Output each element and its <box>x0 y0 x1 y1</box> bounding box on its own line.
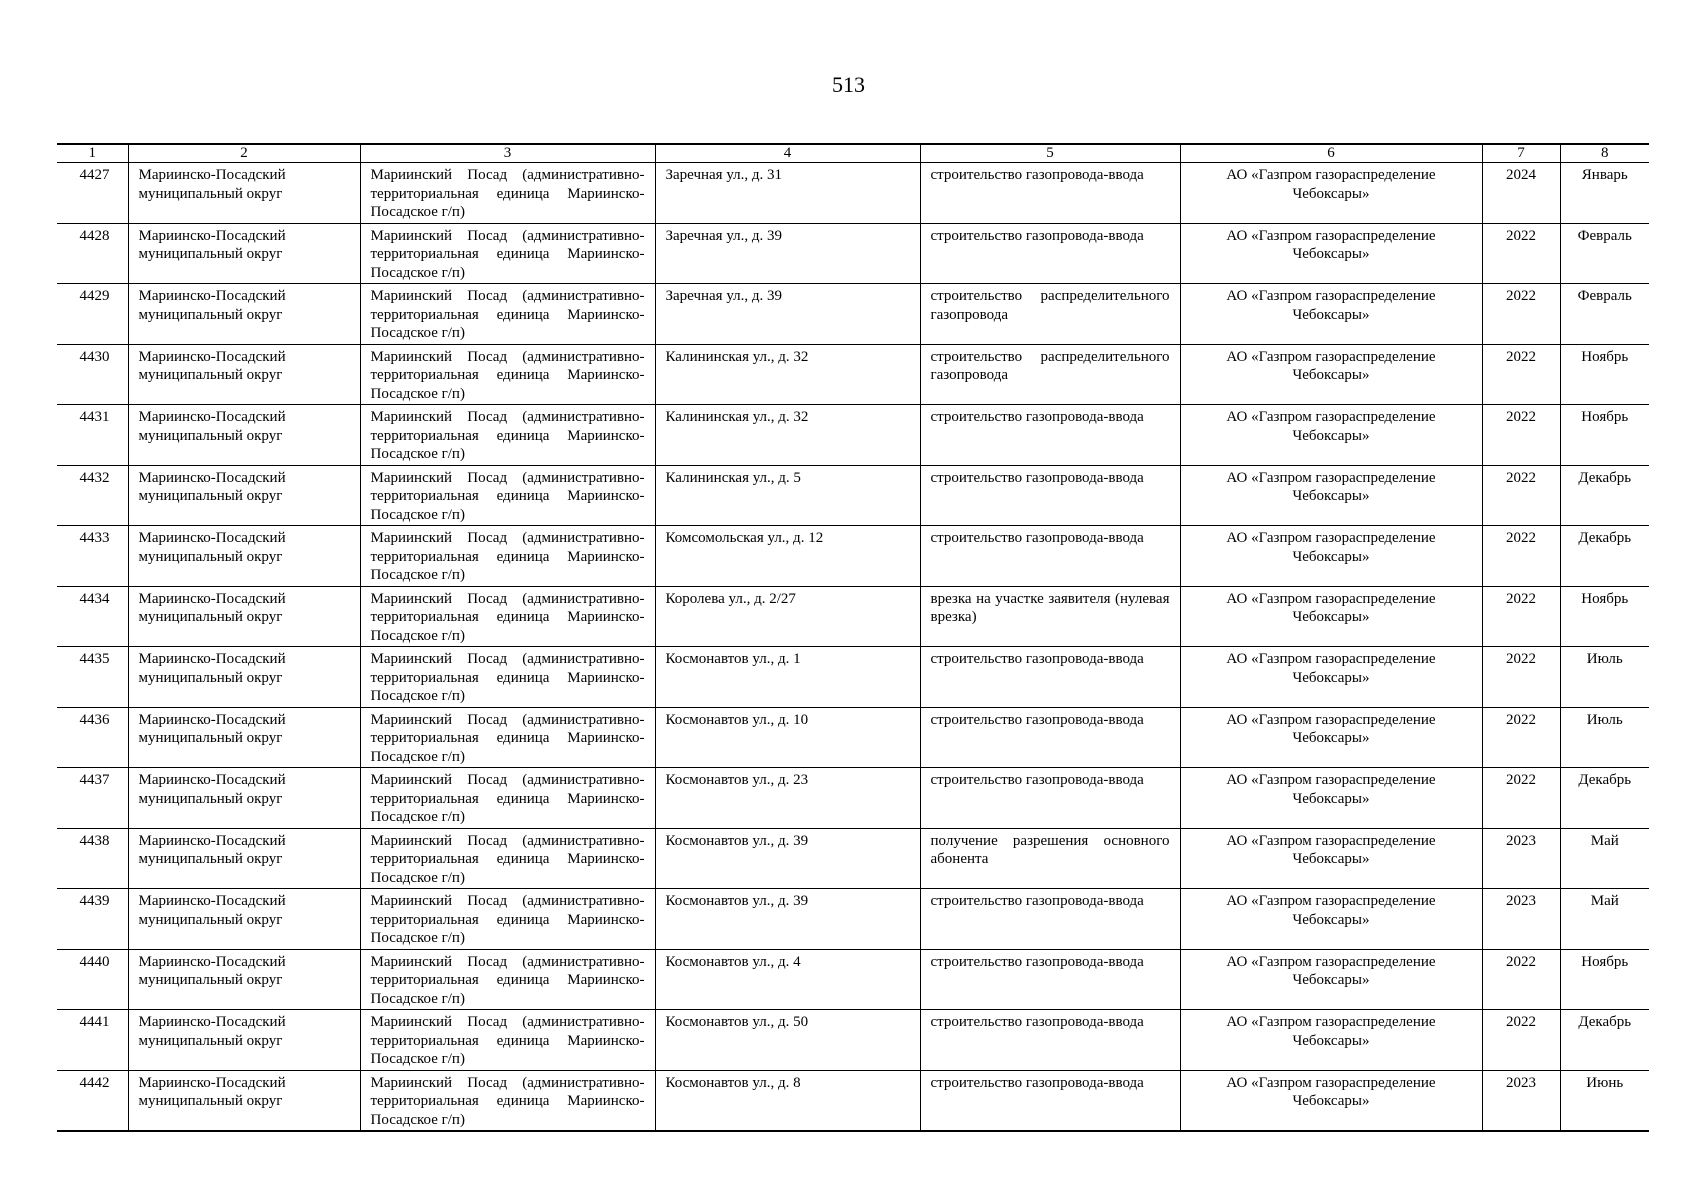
row-number-cell: 4436 <box>57 707 128 768</box>
table-body <box>57 163 1649 1132</box>
month-cell: Май <box>1560 828 1649 889</box>
settlement-cell: Мариинский Посад (административно-территориальная единица Мариинско-Посадское г/п) <box>360 163 655 224</box>
district-cell: Мариинско-Посадский муниципальный округ <box>128 647 360 708</box>
row-number-cell: 4427 <box>57 163 128 224</box>
work-type-cell: строительство газопровода-ввода <box>920 163 1180 224</box>
year-cell: 2022 <box>1482 526 1560 587</box>
address-cell: Космонавтов ул., д. 1 <box>655 647 920 708</box>
month-cell: Июль <box>1560 707 1649 768</box>
district-cell: Мариинско-Посадский муниципальный округ <box>128 889 360 950</box>
header-cell: 3 <box>360 144 655 163</box>
organization-cell: АО «Газпром газораспределение Чебоксары» <box>1180 1010 1482 1071</box>
district-cell: Мариинско-Посадский муниципальный округ <box>128 828 360 889</box>
header-cell: 2 <box>128 144 360 163</box>
organization-cell: АО «Газпром газораспределение Чебоксары» <box>1180 344 1482 405</box>
organization-cell: АО «Газпром газораспределение Чебоксары» <box>1180 526 1482 587</box>
month-cell: Май <box>1560 889 1649 950</box>
header-cell: 8 <box>1560 144 1649 163</box>
header-cell: 7 <box>1482 144 1560 163</box>
month-cell: Ноябрь <box>1560 949 1649 1010</box>
header-cell: 1 <box>57 144 128 163</box>
table-row <box>57 768 1649 829</box>
year-cell: 2022 <box>1482 768 1560 829</box>
work-type-cell: строительство газопровода-ввода <box>920 465 1180 526</box>
year-cell: 2022 <box>1482 344 1560 405</box>
row-number-cell: 4442 <box>57 1070 128 1131</box>
settlement-cell: Мариинский Посад (административно-территориальная единица Мариинско-Посадское г/п) <box>360 949 655 1010</box>
organization-cell: АО «Газпром газораспределение Чебоксары» <box>1180 465 1482 526</box>
address-cell: Космонавтов ул., д. 10 <box>655 707 920 768</box>
organization-cell: АО «Газпром газораспределение Чебоксары» <box>1180 889 1482 950</box>
gasification-table <box>57 143 1649 1132</box>
district-cell: Мариинско-Посадский муниципальный округ <box>128 707 360 768</box>
table-row <box>57 586 1649 647</box>
work-type-cell: врезка на участке заявителя (нулевая врезка) <box>920 586 1180 647</box>
year-cell: 2022 <box>1482 707 1560 768</box>
month-cell: Ноябрь <box>1560 586 1649 647</box>
year-cell: 2023 <box>1482 1070 1560 1131</box>
header-row <box>57 144 1649 163</box>
address-cell: Заречная ул., д. 39 <box>655 223 920 284</box>
row-number-cell: 4428 <box>57 223 128 284</box>
year-cell: 2024 <box>1482 163 1560 224</box>
year-cell: 2022 <box>1482 405 1560 466</box>
row-number-cell: 4441 <box>57 1010 128 1071</box>
organization-cell: АО «Газпром газораспределение Чебоксары» <box>1180 405 1482 466</box>
district-cell: Мариинско-Посадский муниципальный округ <box>128 526 360 587</box>
settlement-cell: Мариинский Посад (административно-территориальная единица Мариинско-Посадское г/п) <box>360 344 655 405</box>
year-cell: 2022 <box>1482 465 1560 526</box>
row-number-cell: 4433 <box>57 526 128 587</box>
work-type-cell: строительство газопровода-ввода <box>920 405 1180 466</box>
address-cell: Космонавтов ул., д. 39 <box>655 828 920 889</box>
table-row <box>57 405 1649 466</box>
district-cell: Мариинско-Посадский муниципальный округ <box>128 465 360 526</box>
organization-cell: АО «Газпром газораспределение Чебоксары» <box>1180 949 1482 1010</box>
table-row <box>57 647 1649 708</box>
table-row <box>57 223 1649 284</box>
district-cell: Мариинско-Посадский муниципальный округ <box>128 768 360 829</box>
work-type-cell: строительство газопровода-ввода <box>920 707 1180 768</box>
organization-cell: АО «Газпром газораспределение Чебоксары» <box>1180 163 1482 224</box>
year-cell: 2023 <box>1482 828 1560 889</box>
work-type-cell: строительство газопровода-ввода <box>920 223 1180 284</box>
work-type-cell: строительство газопровода-ввода <box>920 526 1180 587</box>
district-cell: Мариинско-Посадский муниципальный округ <box>128 223 360 284</box>
work-type-cell: строительство распределительного газопровода <box>920 344 1180 405</box>
row-number-cell: 4438 <box>57 828 128 889</box>
organization-cell: АО «Газпром газораспределение Чебоксары» <box>1180 707 1482 768</box>
page-number: 513 <box>832 72 865 97</box>
district-cell: Мариинско-Посадский муниципальный округ <box>128 405 360 466</box>
month-cell: Декабрь <box>1560 526 1649 587</box>
work-type-cell: строительство газопровода-ввода <box>920 1070 1180 1131</box>
settlement-cell: Мариинский Посад (административно-территориальная единица Мариинско-Посадское г/п) <box>360 405 655 466</box>
work-type-cell: строительство газопровода-ввода <box>920 949 1180 1010</box>
settlement-cell: Мариинский Посад (административно-территориальная единица Мариинско-Посадское г/п) <box>360 889 655 950</box>
work-type-cell: строительство распределительного газопровода <box>920 284 1180 345</box>
work-type-cell: строительство газопровода-ввода <box>920 1010 1180 1071</box>
table-row <box>57 828 1649 889</box>
organization-cell: АО «Газпром газораспределение Чебоксары» <box>1180 647 1482 708</box>
district-cell: Мариинско-Посадский муниципальный округ <box>128 1070 360 1131</box>
settlement-cell: Мариинский Посад (административно-территориальная единица Мариинско-Посадское г/п) <box>360 828 655 889</box>
address-cell: Космонавтов ул., д. 39 <box>655 889 920 950</box>
table-row <box>57 889 1649 950</box>
row-number-cell: 4429 <box>57 284 128 345</box>
year-cell: 2022 <box>1482 647 1560 708</box>
table-row <box>57 1010 1649 1071</box>
header-cell: 5 <box>920 144 1180 163</box>
row-number-cell: 4439 <box>57 889 128 950</box>
district-cell: Мариинско-Посадский муниципальный округ <box>128 949 360 1010</box>
settlement-cell: Мариинский Посад (административно-территориальная единица Мариинско-Посадское г/п) <box>360 465 655 526</box>
table-row <box>57 949 1649 1010</box>
settlement-cell: Мариинский Посад (административно-территориальная единица Мариинско-Посадское г/п) <box>360 707 655 768</box>
address-cell: Комсомольская ул., д. 12 <box>655 526 920 587</box>
table-row <box>57 1070 1649 1131</box>
district-cell: Мариинско-Посадский муниципальный округ <box>128 344 360 405</box>
organization-cell: АО «Газпром газораспределение Чебоксары» <box>1180 586 1482 647</box>
district-cell: Мариинско-Посадский муниципальный округ <box>128 284 360 345</box>
address-cell: Калининская ул., д. 32 <box>655 405 920 466</box>
organization-cell: АО «Газпром газораспределение Чебоксары» <box>1180 284 1482 345</box>
month-cell: Июль <box>1560 647 1649 708</box>
month-cell: Ноябрь <box>1560 344 1649 405</box>
table-row <box>57 707 1649 768</box>
organization-cell: АО «Газпром газораспределение Чебоксары» <box>1180 223 1482 284</box>
work-type-cell: строительство газопровода-ввода <box>920 647 1180 708</box>
year-cell: 2022 <box>1482 284 1560 345</box>
organization-cell: АО «Газпром газораспределение Чебоксары» <box>1180 828 1482 889</box>
table-row <box>57 344 1649 405</box>
address-cell: Космонавтов ул., д. 8 <box>655 1070 920 1131</box>
row-number-cell: 4435 <box>57 647 128 708</box>
month-cell: Ноябрь <box>1560 405 1649 466</box>
month-cell: Февраль <box>1560 223 1649 284</box>
month-cell: Февраль <box>1560 284 1649 345</box>
address-cell: Космонавтов ул., д. 23 <box>655 768 920 829</box>
district-cell: Мариинско-Посадский муниципальный округ <box>128 163 360 224</box>
district-cell: Мариинско-Посадский муниципальный округ <box>128 1010 360 1071</box>
row-number-cell: 4430 <box>57 344 128 405</box>
settlement-cell: Мариинский Посад (административно-территориальная единица Мариинско-Посадское г/п) <box>360 768 655 829</box>
address-cell: Заречная ул., д. 31 <box>655 163 920 224</box>
district-cell: Мариинско-Посадский муниципальный округ <box>128 586 360 647</box>
month-cell: Декабрь <box>1560 465 1649 526</box>
settlement-cell: Мариинский Посад (административно-территориальная единица Мариинско-Посадское г/п) <box>360 223 655 284</box>
row-number-cell: 4432 <box>57 465 128 526</box>
table-row <box>57 284 1649 345</box>
row-number-cell: 4431 <box>57 405 128 466</box>
table-row <box>57 526 1649 587</box>
month-cell: Декабрь <box>1560 1010 1649 1071</box>
year-cell: 2022 <box>1482 1010 1560 1071</box>
month-cell: Январь <box>1560 163 1649 224</box>
address-cell: Космонавтов ул., д. 50 <box>655 1010 920 1071</box>
table-row <box>57 163 1649 224</box>
settlement-cell: Мариинский Посад (административно-территориальная единица Мариинско-Посадское г/п) <box>360 526 655 587</box>
row-number-cell: 4440 <box>57 949 128 1010</box>
settlement-cell: Мариинский Посад (административно-территориальная единица Мариинско-Посадское г/п) <box>360 586 655 647</box>
work-type-cell: строительство газопровода-ввода <box>920 768 1180 829</box>
settlement-cell: Мариинский Посад (административно-территориальная единица Мариинско-Посадское г/п) <box>360 1010 655 1071</box>
address-cell: Заречная ул., д. 39 <box>655 284 920 345</box>
header-cell: 6 <box>1180 144 1482 163</box>
year-cell: 2022 <box>1482 949 1560 1010</box>
row-number-cell: 4434 <box>57 586 128 647</box>
settlement-cell: Мариинский Посад (административно-территориальная единица Мариинско-Посадское г/п) <box>360 1070 655 1131</box>
year-cell: 2022 <box>1482 586 1560 647</box>
month-cell: Декабрь <box>1560 768 1649 829</box>
table-row <box>57 465 1649 526</box>
work-type-cell: строительство газопровода-ввода <box>920 889 1180 950</box>
settlement-cell: Мариинский Посад (административно-территориальная единица Мариинско-Посадское г/п) <box>360 647 655 708</box>
organization-cell: АО «Газпром газораспределение Чебоксары» <box>1180 768 1482 829</box>
month-cell: Июнь <box>1560 1070 1649 1131</box>
header-cell: 4 <box>655 144 920 163</box>
address-cell: Космонавтов ул., д. 4 <box>655 949 920 1010</box>
organization-cell: АО «Газпром газораспределение Чебоксары» <box>1180 1070 1482 1131</box>
work-type-cell: получение разрешения основного абонента <box>920 828 1180 889</box>
row-number-cell: 4437 <box>57 768 128 829</box>
year-cell: 2022 <box>1482 223 1560 284</box>
address-cell: Королева ул., д. 2/27 <box>655 586 920 647</box>
year-cell: 2023 <box>1482 889 1560 950</box>
address-cell: Калининская ул., д. 32 <box>655 344 920 405</box>
settlement-cell: Мариинский Посад (административно-территориальная единица Мариинско-Посадское г/п) <box>360 284 655 345</box>
address-cell: Калининская ул., д. 5 <box>655 465 920 526</box>
